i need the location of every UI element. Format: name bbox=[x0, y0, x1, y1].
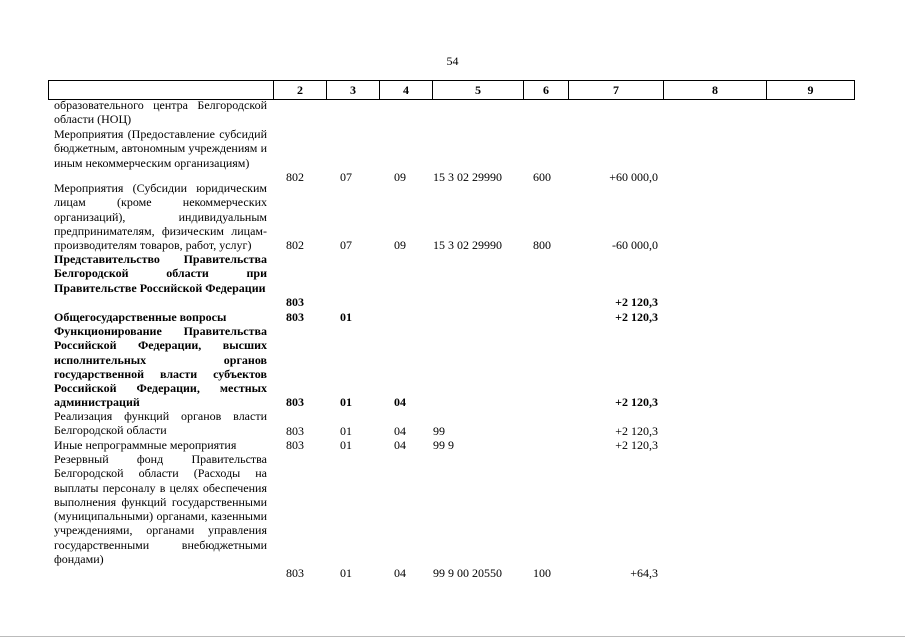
column-header-3: 3 bbox=[327, 81, 380, 100]
row-c4: 04 bbox=[394, 566, 406, 580]
row-c3: 07 bbox=[340, 170, 352, 184]
row-c5: 99 9 bbox=[433, 438, 454, 452]
row-description: Мероприятия (Предоставление субсидий бюджетным, автономным учреждениям и иным некоммерческим организациям) bbox=[54, 127, 267, 170]
row-c7: -60 000,0 bbox=[612, 238, 658, 252]
row-c5: 15 3 02 29990 bbox=[433, 170, 502, 184]
row-c7: +2 120,3 bbox=[615, 438, 658, 452]
row-c3: 01 bbox=[340, 310, 352, 324]
column-header-8: 8 bbox=[664, 81, 767, 100]
column-header-5: 5 bbox=[433, 81, 524, 100]
row-description: Представительство Правительства Белгородской области при Правительстве Российской Федерации bbox=[54, 252, 267, 295]
column-header-1 bbox=[49, 81, 274, 100]
row-c4: 04 bbox=[394, 395, 406, 409]
row-c2: 803 bbox=[286, 566, 304, 580]
row-c5: 99 bbox=[433, 424, 445, 438]
row-c7: +2 120,3 bbox=[615, 295, 658, 309]
page-bottom-edge bbox=[0, 636, 905, 637]
row-c2: 803 bbox=[286, 395, 304, 409]
row-c7: +2 120,3 bbox=[615, 310, 658, 324]
row-c2: 802 bbox=[286, 238, 304, 252]
row-c6: 100 bbox=[533, 566, 551, 580]
column-number-row bbox=[49, 81, 855, 100]
row-c2: 803 bbox=[286, 295, 304, 309]
column-header-2: 2 bbox=[274, 81, 327, 100]
row-c7: +2 120,3 bbox=[615, 395, 658, 409]
row-description: Функционирование Правительства Российской Федерации, высших исполнительных органов государственной власти субъектов Российской Федерации, местных администраций bbox=[54, 324, 267, 410]
column-header-7: 7 bbox=[569, 81, 664, 100]
row-c2: 803 bbox=[286, 310, 304, 324]
row-c3: 01 bbox=[340, 566, 352, 580]
row-description: Иные непрограммные мероприятия bbox=[54, 438, 237, 452]
column-header-6: 6 bbox=[524, 81, 569, 100]
column-header-9: 9 bbox=[767, 81, 855, 100]
row-description: образовательного центра Белгородской области (НОЦ) bbox=[54, 98, 267, 127]
row-c2: 803 bbox=[286, 424, 304, 438]
row-c2: 802 bbox=[286, 170, 304, 184]
row-c6: 600 bbox=[533, 170, 551, 184]
row-c2: 803 bbox=[286, 438, 304, 452]
column-header-table bbox=[48, 80, 855, 100]
column-header-4: 4 bbox=[380, 81, 433, 100]
row-c4: 04 bbox=[394, 424, 406, 438]
row-description: Реализация функций органов власти Белгородской области bbox=[54, 409, 267, 438]
row-c4: 04 bbox=[394, 438, 406, 452]
row-c3: 07 bbox=[340, 238, 352, 252]
row-c7: +2 120,3 bbox=[615, 424, 658, 438]
row-c6: 800 bbox=[533, 238, 551, 252]
row-description: Мероприятия (Субсидии юридическим лицам (кроме некоммерческих организаций), индивидуальным предпринимателям, физическим лицам-производителям товаров, работ, услуг) bbox=[54, 181, 267, 253]
row-c4: 09 bbox=[394, 238, 406, 252]
row-c5: 99 9 00 20550 bbox=[433, 566, 502, 580]
row-c7: +60 000,0 bbox=[609, 170, 658, 184]
row-description: Общегосударственные вопросы bbox=[54, 310, 227, 324]
row-c3: 01 bbox=[340, 424, 352, 438]
row-c4: 09 bbox=[394, 170, 406, 184]
row-description: Резервный фонд Правительства Белгородской области (Расходы на выплаты персоналу в целях обеспечения выполнения функций государственными (муниципальными) органами, казенными учреждениями, органами управления государственными внебюджетными фондами) bbox=[54, 452, 267, 567]
row-c3: 01 bbox=[340, 438, 352, 452]
row-c3: 01 bbox=[340, 395, 352, 409]
row-c7: +64,3 bbox=[630, 566, 658, 580]
page-number: 54 bbox=[446, 54, 459, 68]
row-c5: 15 3 02 29990 bbox=[433, 238, 502, 252]
